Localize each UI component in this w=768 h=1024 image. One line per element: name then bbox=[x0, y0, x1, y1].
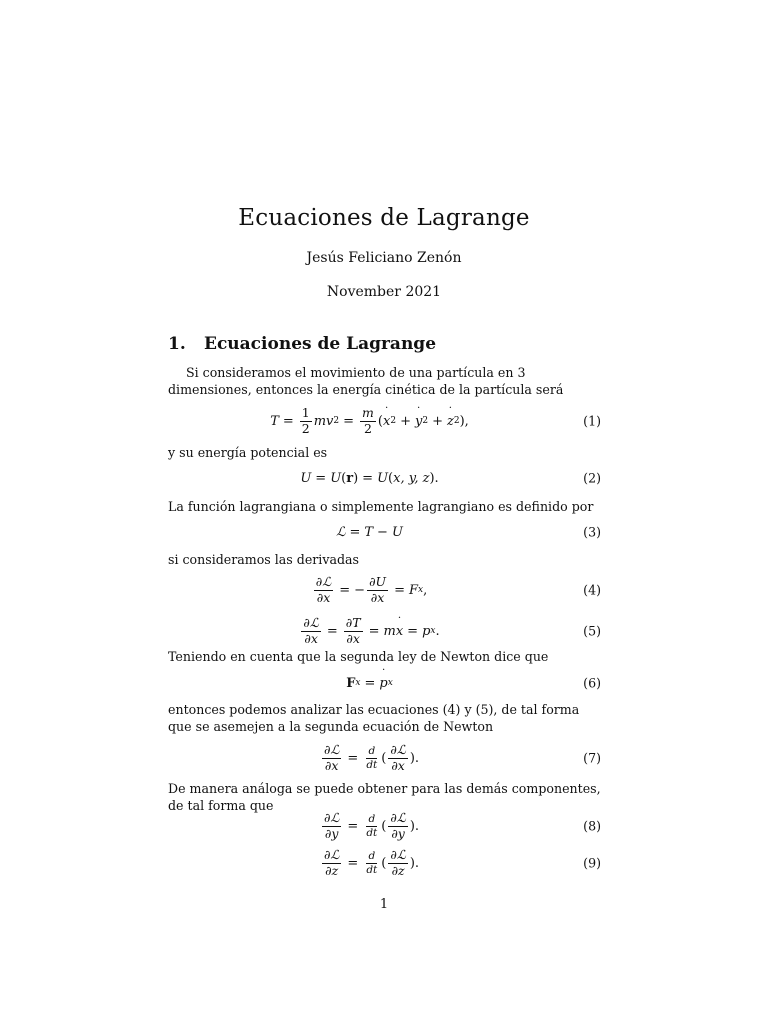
publication-date: November 2021 bbox=[326, 284, 442, 300]
equation-2 bbox=[168, 458, 601, 498]
paragraph-newton: Teniendo en cuenta que la segunda ley de Newton dice que bbox=[168, 649, 549, 664]
equation-5-tag: (5) bbox=[583, 623, 601, 639]
paragraph-potential: y su energía potencial es bbox=[168, 445, 328, 460]
equation-8 bbox=[168, 806, 601, 846]
equation-9-tag: (9) bbox=[583, 855, 601, 871]
equation-6-body: F x = p ˙ x bbox=[168, 663, 571, 703]
equation-8-body: $\frac{\text{∂ℒ}}{\partial y}$ = $\frac{d}{dt}$ ( $\frac{\text{∂ℒ}}{\partial y}$ ˙ ). bbox=[168, 806, 571, 846]
equation-3-body: ℒ = T − U bbox=[336, 524, 403, 540]
author-name: Jesús Feliciano Zenón bbox=[306, 250, 462, 266]
equation-1-body: T = $\frac{1}{2}$ mv 2 = $\frac{m}{2}$ ( x ˙ 2 + y ˙ 2 + z ˙ 2 ), bbox=[168, 401, 571, 441]
equation-8-tag: (8) bbox=[583, 818, 601, 834]
equation-4-body: $\frac{\text{∂ℒ}}{\partial x}$ = − $\frac{\partial U}{\partial x}$ = F x , bbox=[315, 574, 428, 605]
section-number: 1. bbox=[168, 334, 186, 354]
section-title: Ecuaciones de Lagrange bbox=[204, 334, 437, 354]
equation-7-body: $\frac{\text{∂ℒ}}{\partial x}$ = $\frac{d}{dt}$ ( $\frac{\text{∂ℒ}}{\partial x}$ ˙ ). bbox=[168, 738, 571, 778]
paragraph-compare: entonces podemos analizar las ecuaciones (4) y (5), de tal forma que se asemejen a la segunda ecuación de Newton bbox=[168, 702, 580, 734]
equation-6-tag: (6) bbox=[583, 675, 601, 691]
equation-4-tag: (4) bbox=[583, 582, 601, 598]
equation-1 bbox=[168, 401, 601, 441]
equation-3-tag: (3) bbox=[583, 524, 601, 540]
paragraph-analogous: De manera análoga se puede obtener para las demás componentes, de tal forma que bbox=[168, 781, 601, 813]
page-number: 1 bbox=[379, 897, 389, 912]
equation-1-tag: (1) bbox=[583, 413, 601, 429]
paragraph-intro: Si consideramos el movimiento de una partícula en 3 dimensiones, entonces la energía cinética de la partícula será bbox=[168, 365, 564, 397]
paragraph-derivatives: si consideramos las derivadas bbox=[168, 552, 359, 567]
equation-4 bbox=[168, 570, 601, 610]
paragraph-lagrangian: La función lagrangiana o simplemente lagrangiano es definido por bbox=[168, 499, 594, 514]
section-heading bbox=[168, 334, 436, 354]
equation-9 bbox=[168, 843, 601, 883]
paper-title: Ecuaciones de Lagrange bbox=[238, 205, 530, 231]
equation-3 bbox=[168, 512, 601, 552]
equation-2-body: U = U ( r ) = U ( x, y, z ). bbox=[300, 470, 439, 486]
equation-2-tag: (2) bbox=[583, 470, 601, 486]
equation-7-tag: (7) bbox=[583, 750, 601, 766]
equation-6 bbox=[168, 663, 601, 703]
equation-7 bbox=[168, 738, 601, 778]
equation-5 bbox=[168, 611, 601, 651]
equation-5-body: $\frac{\text{∂ℒ}}{\partial x}$ ˙ = $\frac{\partial T}{\partial x}$ ˙ = m x ˙ = p x . bbox=[168, 611, 571, 651]
equation-9-body: $\frac{\text{∂ℒ}}{\partial z}$ = $\frac{d}{dt}$ ( $\frac{\text{∂ℒ}}{\partial z}$ ˙ ). bbox=[168, 843, 571, 883]
